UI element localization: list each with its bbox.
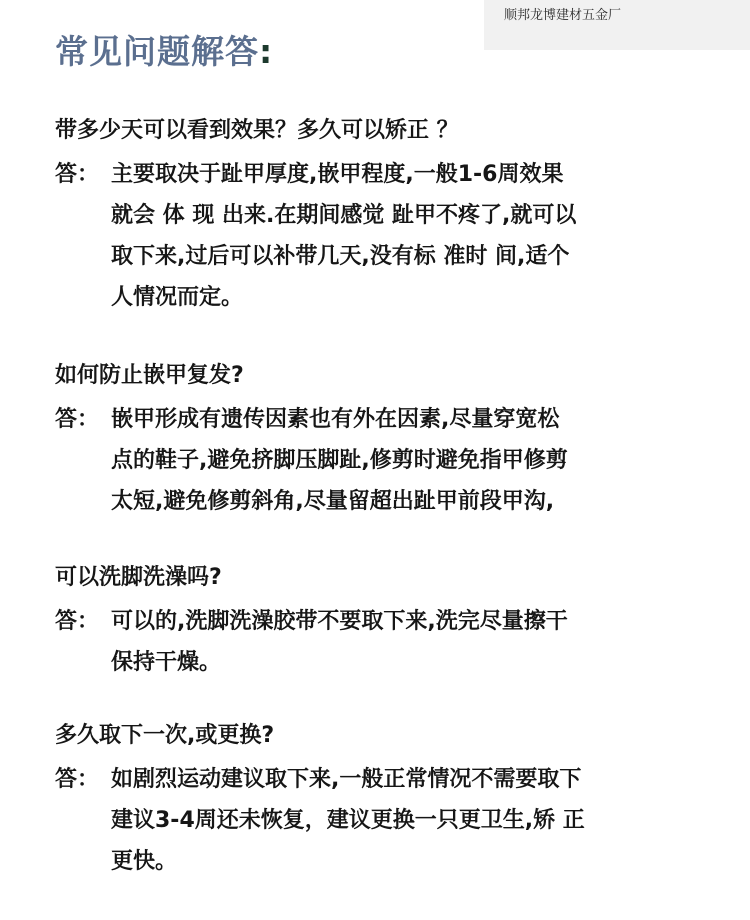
answer-label: 答： [55,767,100,792]
answer-text [111,404,715,527]
answer-label: 答： [55,407,100,432]
page-title [55,30,273,74]
answer-text [111,764,715,887]
answer-line: 取下来,过后可以补带几天,没有标 准时 间,适个 [111,244,570,269]
answer-line: 建议3-4周还未恢复，建议更换一只更卫生,矫 正 [111,808,585,833]
answer-text [111,606,715,688]
answer-line: 点的鞋子,避免挤脚压脚趾,修剪时避免指甲修剪 [111,448,568,473]
faq-question-3: 可以洗脚洗澡吗? [55,565,222,590]
page-title-colon: : [259,32,274,71]
answer-label: 答： [55,162,100,187]
answer-line: 可以的,洗脚洗澡胶带不要取下来,洗完尽量擦干 [111,609,568,634]
faq-answer-2 [55,404,715,527]
faq-answer-4 [55,764,715,887]
answer-line: 更快。 [111,849,178,874]
faq-item-4 [55,720,715,887]
faq-answer-3 [55,606,715,688]
answer-line: 主要取决于趾甲厚度,嵌甲程度,一般1-6周效果 [111,162,564,187]
page-title-text: 常见问题解答 [55,32,259,71]
faq-item-1 [55,115,715,323]
answer-line: 就会 体 现 出来.在期间感觉 趾甲不疼了,就可以 [111,203,577,228]
answer-line: 如剧烈运动建议取下来,一般正常情况不需要取下 [111,767,582,792]
faq-question-4: 多久取下一次,或更换? [55,723,275,748]
faq-item-2 [55,360,715,527]
answer-label: 答： [55,609,100,634]
answer-line: 人情况而定。 [111,285,244,310]
answer-line: 嵌甲形成有遗传因素也有外在因素,尽量穿宽松 [111,407,560,432]
answer-line: 太短,避免修剪斜角,尽量留超出趾甲前段甲沟, [111,489,555,514]
answer-text [111,159,715,323]
faq-question-2: 如何防止嵌甲复发? [55,363,244,388]
faq-question-1: 带多少天可以看到效果？多久可以矫正 ？ [55,118,459,143]
answer-line: 保持干燥。 [111,650,222,675]
watermark-text: 顺邦龙博建材五金厂 [484,0,750,50]
faq-answer-1 [55,159,715,323]
faq-item-3 [55,562,715,688]
